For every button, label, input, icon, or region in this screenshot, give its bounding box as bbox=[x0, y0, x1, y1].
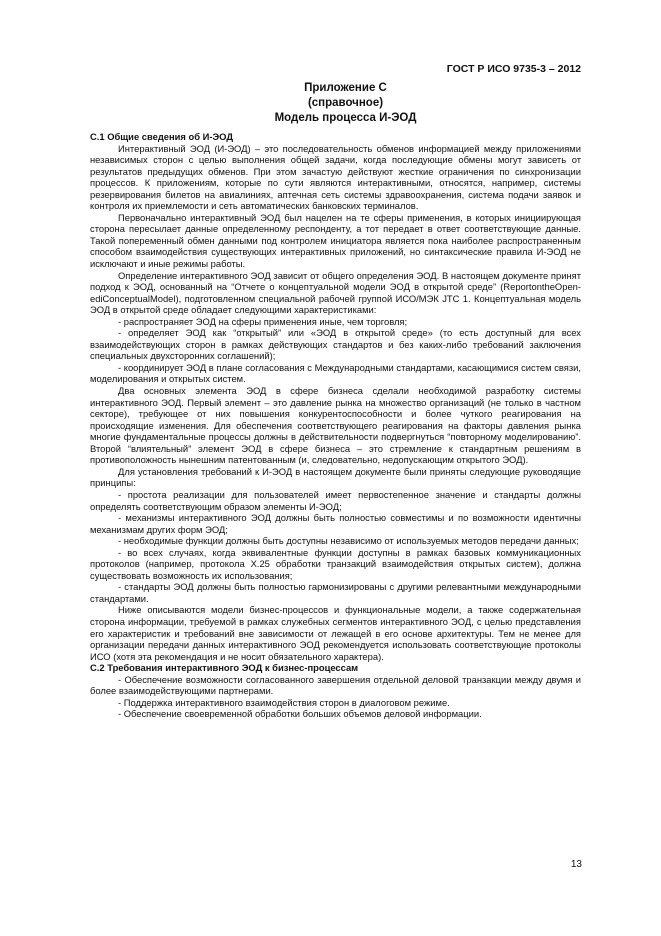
list-item: - Поддержка интерактивного взаимодействия сторон в диалоговом режиме. bbox=[118, 696, 450, 708]
document-body bbox=[90, 131, 581, 720]
list-item: - механизмы интерактивного ЭОД должны быть полностью совместимы и по возможности идентичны механизмам других форм ЭОД; bbox=[90, 512, 581, 535]
list-item: - во всех случаях, когда эквивалентные функции доступны в рамках базовых коммуникационных протоколов (например, протокола X.25 обработки транзакций взаимодействия открытых систем), должна существовать возможность их использования; bbox=[90, 546, 581, 581]
paragraph: Интерактивный ЭОД (И-ЭОД) – это последовательность обменов информацией между приложениями независимых сторон с целью выполнения общей задачи, когда последующие обмены могут зависеть от результатов предыдущих обменов. При этом зачастую действуют жесткие ограничения по синхронизации процессов. К приложениям, которые по сути являются интерактивными, относятся, например, системы резервирования билетов на авиалиниях, аптечная сеть системы здравоохранения, система подачи заявок и контроля их приемлемости и сеть автоматических банковских терминалов. bbox=[90, 142, 581, 212]
appendix-name: Модель процесса И-ЭОД bbox=[274, 112, 417, 124]
document-code: ГОСТ Р ИСО 9735-3 – 2012 bbox=[446, 63, 581, 75]
list-item: - простота реализации для пользователей имеет первостепенное значение и стандарты должны определять соответствующим образом элементы И-ЭОД; bbox=[90, 488, 581, 512]
appendix-title bbox=[0, 81, 661, 126]
paragraph: Первоначально интерактивный ЭОД был нацелен на те сферы применения, в которых инициирующая сторона пересылает данные определенному респонденту, а тот передает в ответ соответствующие данные. Такой попеременный обмен данными под контролем инициатора является пока наиболее распространенным способом взаимодействия существующих интерактивных приложений, но синтаксические правила И-ЭОД не исключают и иные режимы работы. bbox=[90, 211, 581, 270]
list-item: - стандарты ЭОД должны быть полностью гармонизированы с другими релевантными международными стандартами. bbox=[90, 581, 581, 604]
paragraph: Определение интерактивного ЭОД зависит от общего определения ЭОД. В настоящем документе принят подход к ЭОД, основанный на “Отчете о концептуальной модели ЭОД в открытой среде” (ReportontheOpen-ediConceptualModel), подготовленном специальной рабочей группой ИСО/МЭК JTC 1. Концептуальная модель ЭОД в открытой среде обладает следующими характеристиками: bbox=[90, 269, 581, 316]
list-item: - распространяет ЭОД на сферы применения иные, чем торговля; bbox=[118, 315, 408, 327]
appendix-label: Приложение С bbox=[304, 82, 387, 94]
list-item: - Обеспечение возможности согласованного завершения отдельной деловой транзакции между двумя и более взаимодействующими партнерами. bbox=[90, 673, 581, 697]
list-item: - координирует ЭОД в плане согласования с Международными стандартами, касающимися систем связи, моделирования и открытых систем. bbox=[90, 361, 581, 385]
paragraph: Для установления требований к И-ЭОД в настоящем документе были приняты следующие руководящие принципы: bbox=[90, 465, 581, 489]
page-number: 13 bbox=[570, 859, 582, 870]
appendix-status: (справочное) bbox=[307, 97, 384, 109]
list-item: - определяет ЭОД как “открытый” или «ЭОД в открытой среде» (то есть доступный для всех взаимодействующих сторон в рамках действующих стандартов и без каких-либо требований заключения специальных двухсторонних соглашений); bbox=[90, 327, 581, 362]
paragraph: Два основных элемента ЭОД в сфере бизнеса сделали необходимой разработку системы интерактивного ЭОД. Первый элемент – это давление рынка на множество организаций (не только в частном секторе), требующее от них повышения конкурентоспособности и более чуткого реагирования на происходящие изменения. Для обеспечения соответствующего реагирования на факторы давления рынка многие фундаментальные процессы должны в действительности подвергнуться “повторному моделированию”. Второй “влиятельный” элемент ЭОД в сфере бизнеса – это стремление к стандартным решениям в противоположность нынешним патентованным (и, следовательно, недопускающим открытого ЭОД). bbox=[90, 385, 581, 466]
paragraph: Ниже описываются модели бизнес-процессов и функциональные модели, а также содержательная сторона информации, требуемой в рамках служебных сегментов интерактивного ЭОД, с целью представления его характеристик и требований вне зависимости от лежащей в его основе архитектуры. Тем не менее для организации передачи данных интерактивного ЭОД рекомендуется использовать соответствующие протоколы ИСО (хотя эта рекомендация и не носит обязательного характера). bbox=[90, 604, 581, 662]
section-heading: С.1 Общие сведения об И-ЭОД bbox=[90, 131, 234, 142]
section-heading: С.2 Требования интерактивного ЭОД к бизнес-процессам bbox=[90, 662, 359, 674]
list-item: - необходимые функции должны быть доступны независимо от используемых методов передачи данных; bbox=[118, 535, 579, 547]
list-item: - Обеспечение своевременной обработки больших объемов деловой информации. bbox=[118, 708, 482, 720]
